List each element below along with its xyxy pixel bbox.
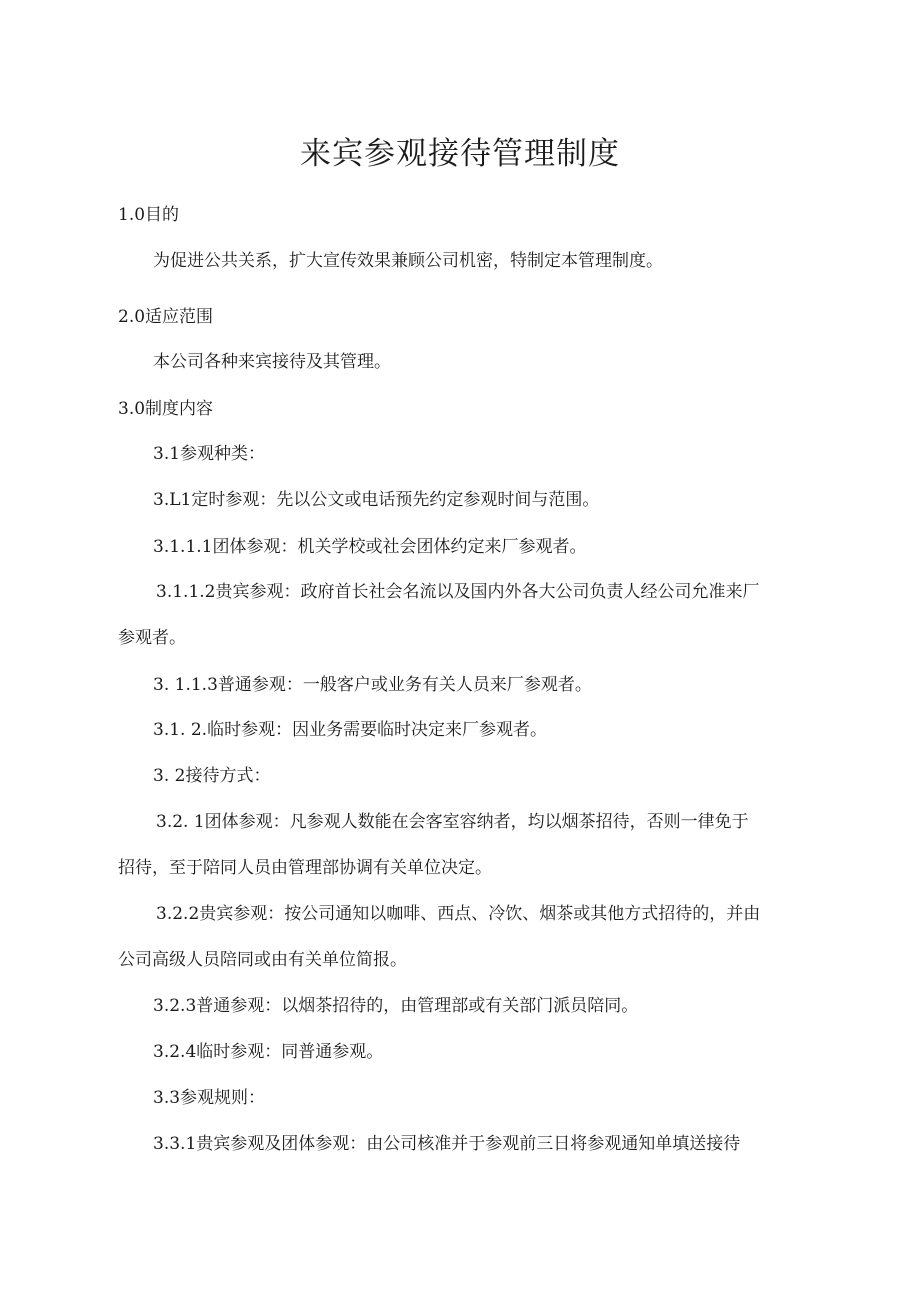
paragraph-line: 3.3.1贵宾参观及团体参观：由公司核准并于参观前三日将参观通知单填送接待 (153, 1134, 741, 1154)
subsection-heading: 3. 2接待方式： (153, 766, 271, 786)
paragraph-line: 3.2.4临时参观：同普通参观。 (153, 1042, 384, 1062)
paragraph-line: 3.2. 1团体参观：凡参观人数能在会客室容纳者，均以烟茶招待，否则一律免于 (156, 812, 749, 832)
section-heading-content: 3.0制度内容 (118, 399, 214, 419)
paragraph-line-continued: 公司高级人员陪同或由有关单位简报。 (118, 950, 407, 970)
paragraph-line: 为促进公共关系，扩大宣传效果兼顾公司机密，特制定本管理制度。 (153, 251, 663, 271)
paragraph-line-continued: 招待，至于陪同人员由管理部协调有关单位决定。 (118, 858, 492, 878)
paragraph-line: 3.1.1.1团体参观：机关学校或社会团体约定来厂参观者。 (153, 537, 587, 557)
paragraph-line: 3. 1.1.3普通参观：一般客户或业务有关人员来厂参观者。 (153, 675, 592, 695)
subsection-heading: 3.1参观种类： (153, 444, 266, 464)
paragraph-line: 3.2.2贵宾参观：按公司通知以咖啡、西点、冷饮、烟茶或其他方式招待的，并由 (156, 904, 761, 924)
paragraph-line: 3.1. 2.临时参观：因业务需要临时决定来厂参观者。 (153, 720, 548, 740)
paragraph-line: 3.2.3普通参观：以烟茶招待的，由管理部或有关部门派员陪同。 (153, 996, 639, 1016)
subsection-heading: 3.3参观规则： (153, 1088, 266, 1108)
section-heading-purpose: 1.0目的 (118, 205, 180, 225)
paragraph-line-continued: 参观者。 (118, 628, 186, 648)
paragraph-line: 本公司各种来宾接待及其管理。 (153, 352, 391, 372)
section-heading-scope: 2.0适应范围 (118, 307, 214, 327)
paragraph-line: 3.L1定时参观：先以公文或电话预先约定参观时间与范围。 (153, 490, 600, 510)
paragraph-line: 3.1.1.2贵宾参观：政府首长社会名流以及国内外各大公司负责人经公司允准来厂 (156, 582, 760, 602)
document-title: 来宾参观接待管理制度 (300, 136, 620, 172)
